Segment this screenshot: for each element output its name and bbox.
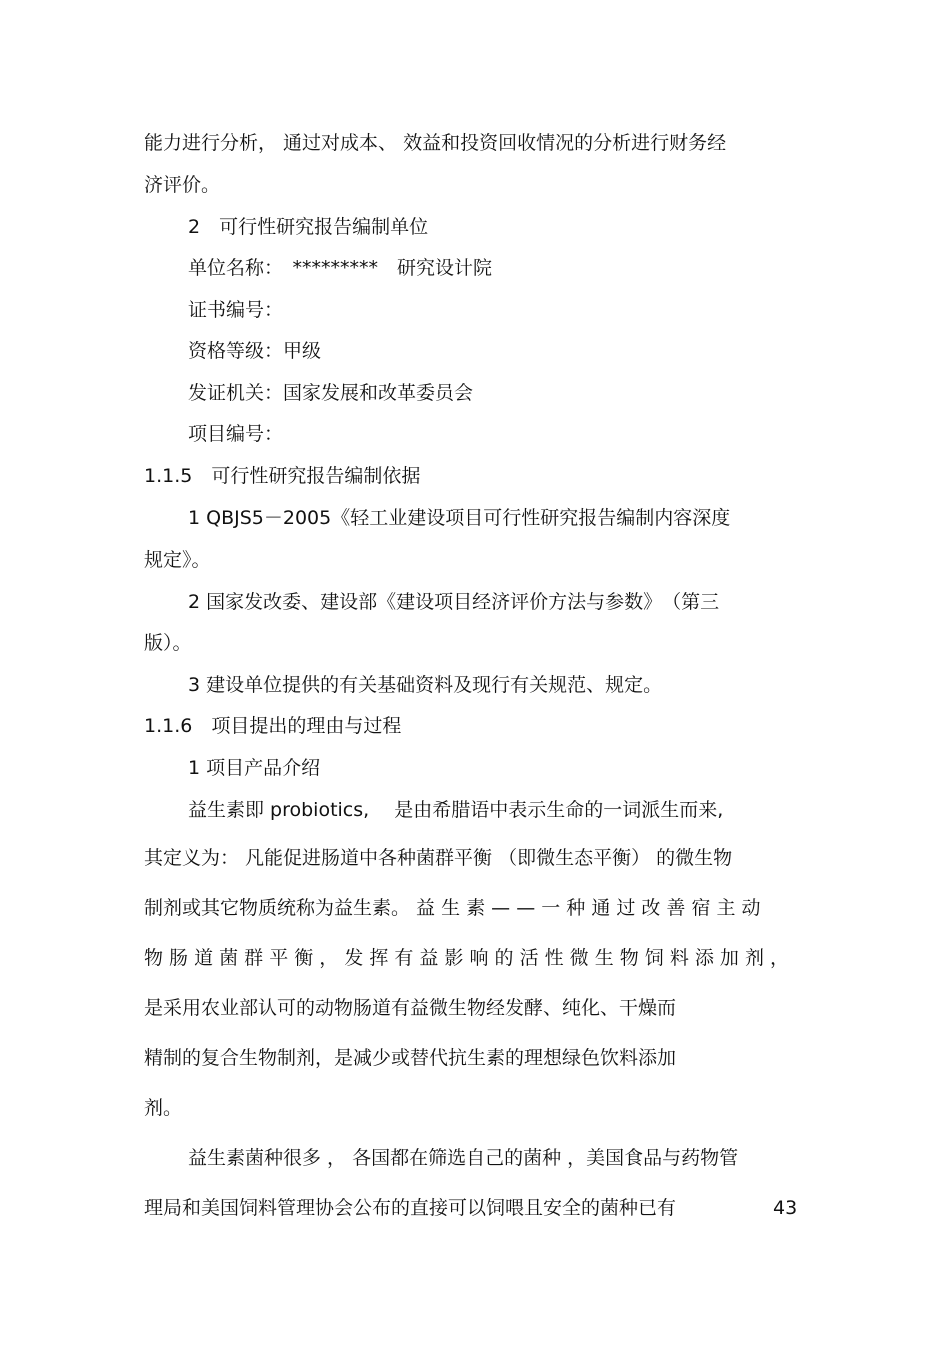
qualification-grade-line: 资格等级：甲级	[188, 340, 322, 362]
project-number-line: 项目编号：	[188, 423, 284, 445]
probiotics-para-line-7: 剂。	[144, 1097, 183, 1119]
certificate-number-line: 证书编号：	[188, 299, 284, 321]
basis-item-2-line-1: 2 国家发改委、建设部《建设项目经济评价方法与参数》 （第三	[188, 591, 720, 613]
section-item-2-heading: 2 可行性研究报告编制单位	[188, 216, 429, 238]
probiotics-para-line-1: 益生素即 probiotics, 是由希腊语中表示生命的一词派生而来,	[188, 799, 724, 821]
probiotics-para-line-5: 是采用农业部认可的动物肠道有益微生物经发酵、纯化、干燥而	[144, 997, 677, 1019]
strains-para-line-1: 益生素菌种很多 ， 各国都在筛选自己的菌种 ，美国食品与药物管	[188, 1147, 739, 1169]
probiotics-para-line-3: 制剂或其它物质统称为益生素。 益 生 素 — — 一 种 通 过 改 善 宿 主 动	[144, 897, 761, 919]
basis-item-1-line-2: 规定》。	[144, 549, 211, 571]
strains-para-line-2: 理局和美国饲料管理协会公布的直接可以饲喂且安全的菌种已有	[144, 1197, 677, 1219]
section-1-1-6-heading: 1.1.6 项目提出的理由与过程	[144, 715, 402, 737]
text-line-2: 济评价。	[144, 174, 221, 196]
basis-item-1-line-1: 1 QBJS5－2005《轻工业建设项目可行性研究报告编制内容深度	[188, 507, 731, 529]
probiotics-para-line-4: 物 肠 道 菌 群 平 衡 ， 发 挥 有 益 影 响 的 活 性 微 生 物 饲 料 添 加 剂 ，	[144, 947, 789, 969]
probiotics-para-line-6: 精制的复合生物制剂，是减少或替代抗生素的理想绿色饮料添加	[144, 1047, 677, 1069]
section-1-1-5-heading: 1.1.5 可行性研究报告编制依据	[144, 465, 421, 487]
unit-name-line: 单位名称： ********* 研究设计院	[188, 257, 493, 279]
text-line-1: 能力进行分析， 通过对成本、 效益和投资回收情况的分析进行财务经	[144, 132, 727, 154]
basis-item-2-line-2: 版）。	[144, 632, 192, 654]
issuing-authority-line: 发证机关：国家发展和改革委员会	[188, 382, 474, 404]
basis-item-3-line: 3 建设单位提供的有关基础资料及现行有关规范、规定。	[188, 674, 663, 696]
product-intro-heading: 1 项目产品介绍	[188, 757, 321, 779]
page-number: 43	[773, 1197, 798, 1219]
probiotics-para-line-2: 其定义为： 凡能促进肠道中各种菌群平衡 （即微生态平衡） 的微生物	[144, 847, 733, 869]
